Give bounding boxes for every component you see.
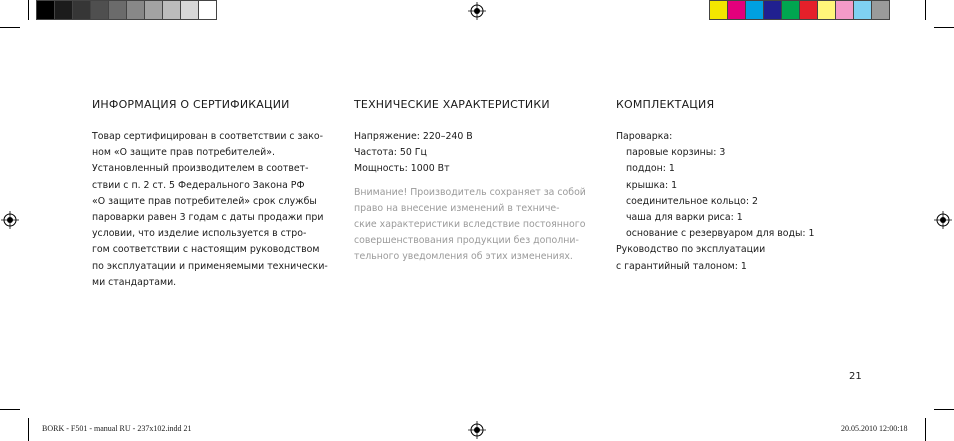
crop-mark-bottom-right-h: [934, 409, 954, 410]
registration-mark-left-icon: [1, 211, 19, 229]
process-color-swatch: [745, 0, 764, 20]
contents-manual-line: с гарантийный талоном: 1: [616, 260, 747, 272]
grayscale-swatch: [180, 0, 199, 20]
certification-line: «О защите прав потребителей» срок службы: [92, 195, 317, 207]
crop-mark-top-right-h: [934, 27, 954, 28]
process-color-bar: [709, 0, 889, 20]
certification-line: по эксплуатации и применяемыми технически-: [92, 260, 328, 272]
certification-line: условии, что изделие используется в стро-: [92, 228, 307, 240]
specs-note-line: Внимание! Производитель сохраняет за собой: [354, 186, 586, 198]
certification-line: пароварки равен 3 годам с даты продажи при: [92, 212, 324, 224]
specs-note: [354, 185, 599, 266]
process-color-swatch: [709, 0, 728, 20]
grayscale-swatch: [90, 0, 109, 20]
spec-power: Мощность: 1000 Вт: [354, 163, 450, 175]
process-color-swatch: [781, 0, 800, 20]
contents-heading: КОМПЛЕКТАЦИЯ: [616, 98, 715, 111]
grayscale-color-bar: [36, 0, 216, 20]
process-color-swatch: [835, 0, 854, 20]
certification-line: ствии с п. 2 ст. 5 Федерального Закона РФ: [92, 179, 305, 191]
certification-heading: ИНФОРМАЦИЯ О СЕРТИФИКАЦИИ: [92, 98, 290, 111]
grayscale-swatch: [198, 0, 217, 20]
grayscale-swatch: [36, 0, 55, 20]
contents-item: основание с резервуаром для воды: 1: [626, 228, 815, 240]
contents-item: паровые корзины: 3: [626, 147, 726, 159]
crop-mark-top-left-h: [0, 27, 20, 28]
specs-heading: ТЕХНИЧЕСКИЕ ХАРАКТЕРИСТИКИ: [354, 98, 550, 111]
contents-steamer-label: Пароварка:: [616, 131, 673, 142]
certification-line: Товар сертифицирован в соответствии с зако-: [92, 131, 324, 142]
slug-file-name: BORK - F501 - manual RU - 237x102.indd 21: [42, 424, 192, 433]
registration-mark-right-icon: [934, 211, 952, 229]
crop-mark-bottom-left-v: [28, 418, 29, 441]
grayscale-swatch: [54, 0, 73, 20]
certification-line: гом соответствии с настоящим руководством: [92, 244, 320, 256]
crop-mark-top-right-v: [925, 0, 926, 20]
certification-line: ном «О защите прав потребителей».: [92, 147, 275, 159]
grayscale-swatch: [162, 0, 181, 20]
process-color-swatch: [727, 0, 746, 20]
crop-mark-bottom-left-h: [0, 409, 20, 410]
slug-datetime: 20.05.2010 12:00:18: [841, 424, 908, 433]
contents-section: [616, 97, 856, 275]
crop-mark-bottom-right-v: [925, 418, 926, 441]
specs-note-line: совершенствования продукции без дополни-: [354, 235, 579, 247]
process-color-swatch: [871, 0, 890, 20]
spec-voltage: Напряжение: 220–240 В: [354, 131, 473, 142]
specs-section: [354, 97, 599, 266]
spec-frequency: Частота: 50 Гц: [354, 147, 427, 159]
registration-mark-bottom-icon: [468, 421, 486, 439]
grayscale-swatch: [72, 0, 91, 20]
certification-text: [92, 129, 342, 291]
contents-item: соединительное кольцо: 2: [626, 195, 758, 207]
process-color-swatch: [799, 0, 818, 20]
registration-mark-top-icon: [468, 2, 486, 20]
specs-note-line: право на внесение изменений в техниче-: [354, 202, 560, 214]
grayscale-swatch: [108, 0, 127, 20]
certification-line: Установленный производителем в соответ-: [92, 163, 309, 175]
grayscale-swatch: [126, 0, 145, 20]
certification-line: ми стандартами.: [92, 276, 177, 288]
contents-manual-line: Руководство по эксплуатации: [616, 244, 766, 256]
contents-item: крышка: 1: [626, 179, 678, 191]
specs-note-line: ские характеристики вследствие постоянного: [354, 219, 586, 231]
grayscale-swatch: [144, 0, 163, 20]
process-color-swatch: [817, 0, 836, 20]
specs-note-line: тельного уведомления об этих изменениях.: [354, 251, 573, 263]
contents-item: чаша для варки риса: 1: [626, 212, 743, 224]
process-color-swatch: [763, 0, 782, 20]
crop-mark-top-left-v: [28, 0, 29, 20]
contents-item: поддон: 1: [626, 163, 675, 175]
page-number: 21: [849, 371, 862, 382]
process-color-swatch: [853, 0, 872, 20]
certification-section: [92, 97, 342, 291]
